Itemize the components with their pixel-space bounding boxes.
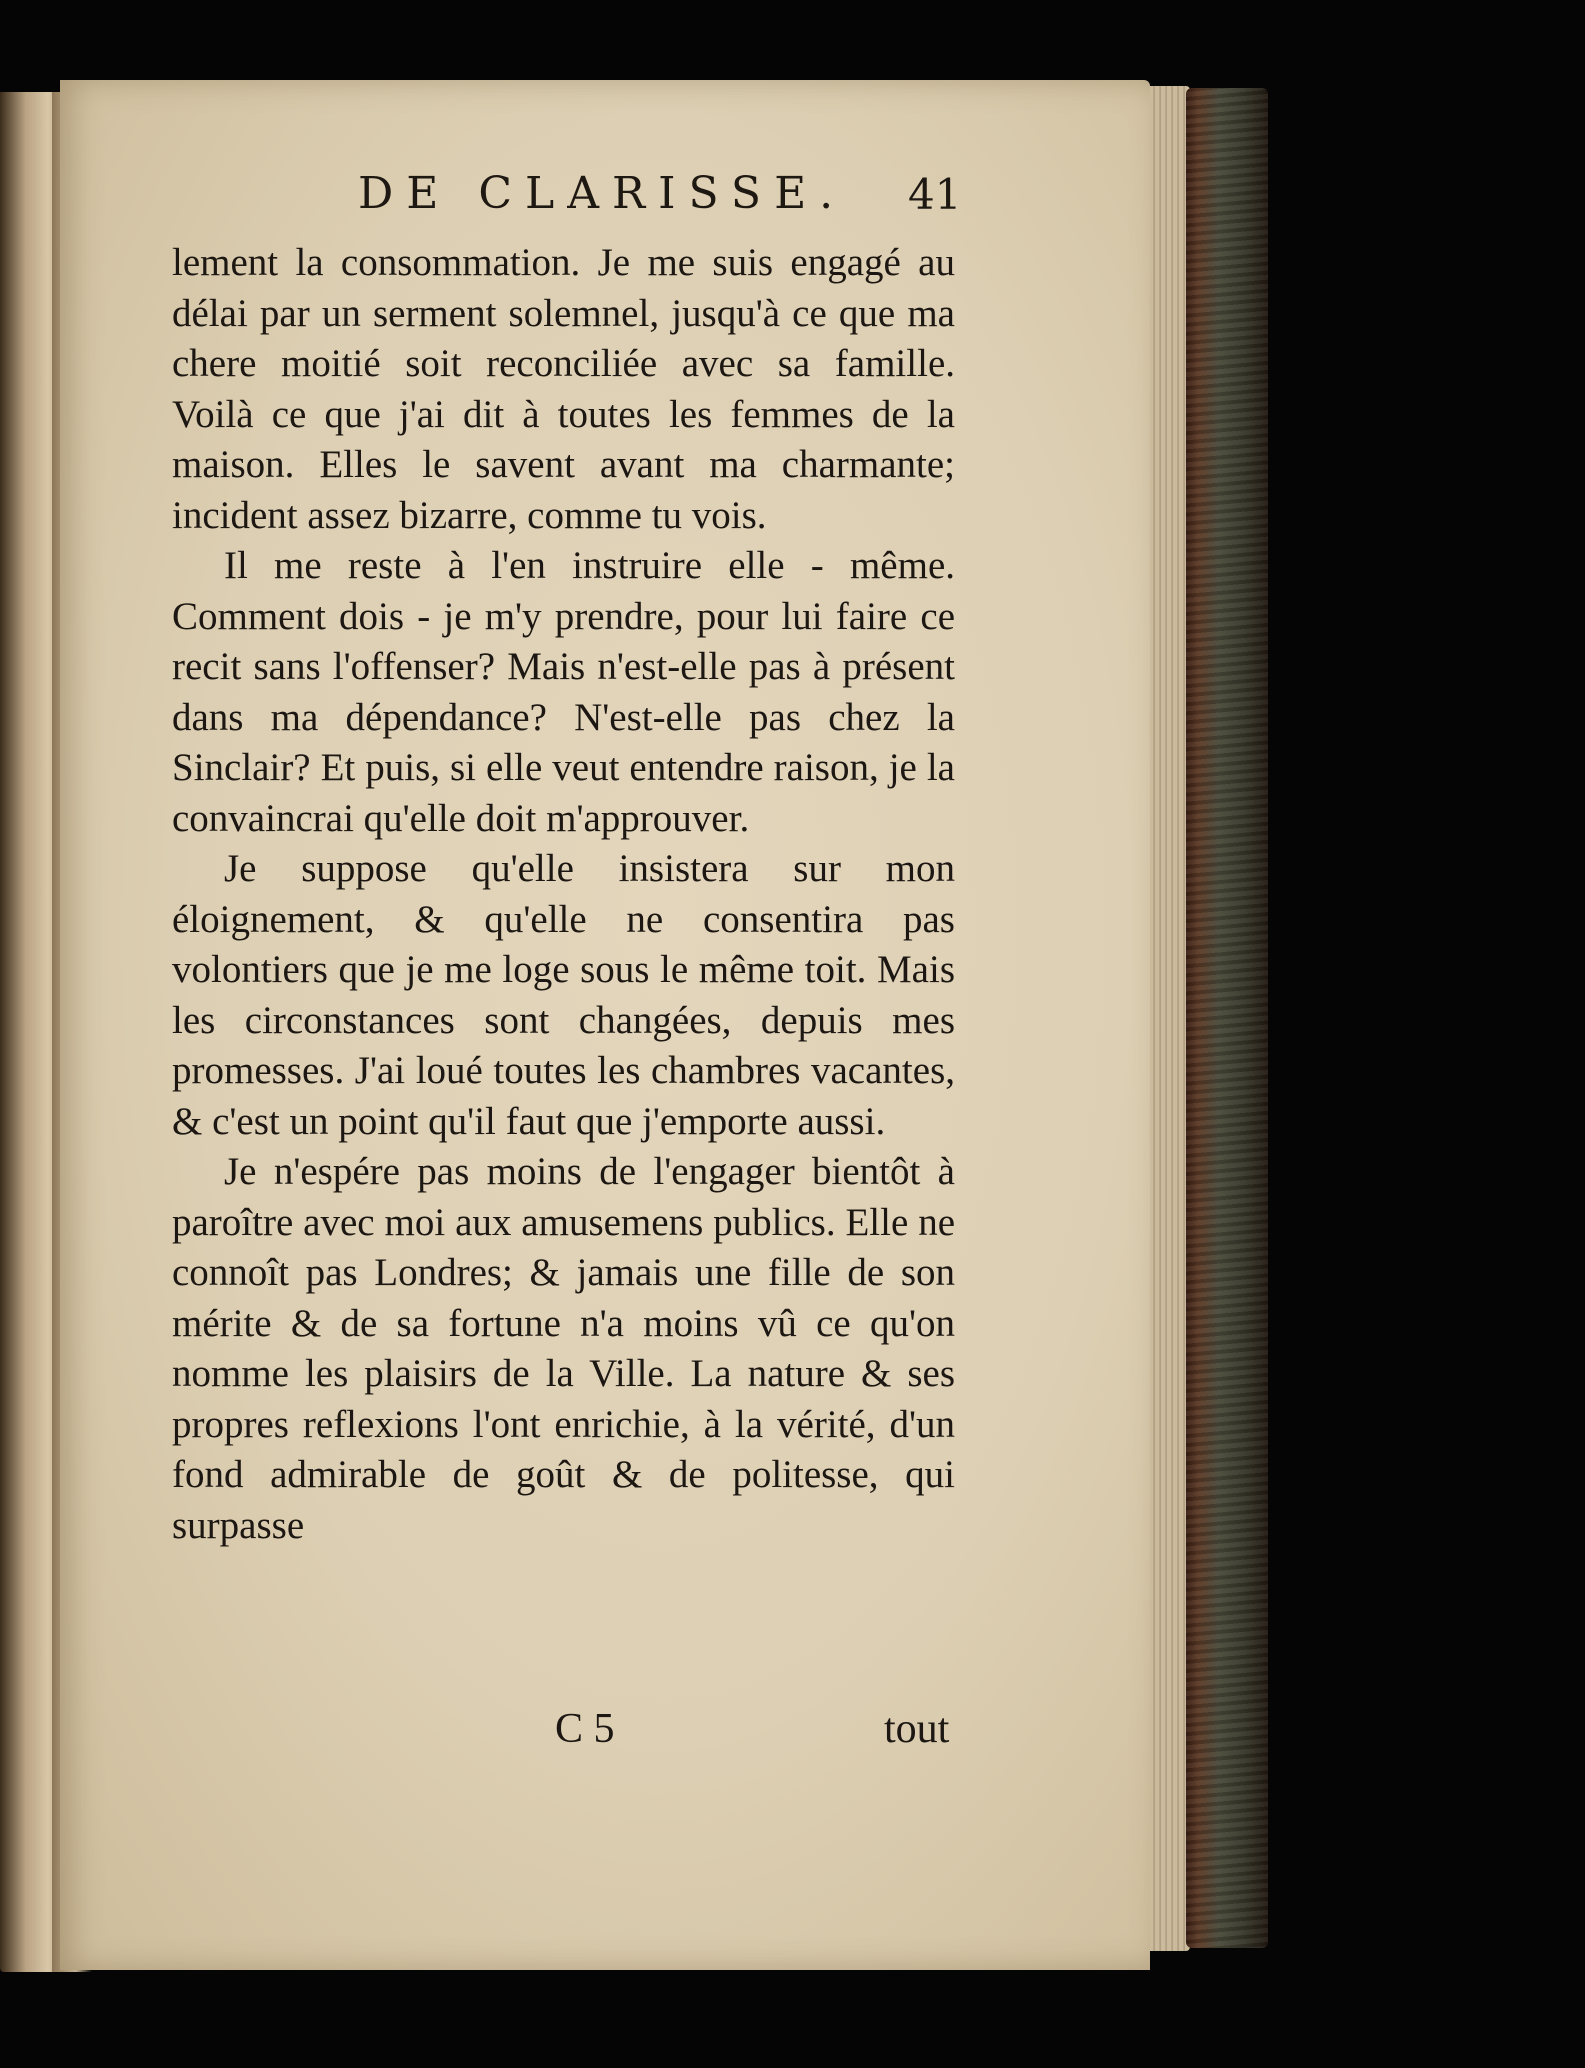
page-footer: [0, 1705, 1585, 1765]
paragraph: Je n'espére pas moins de l'engager bientôt à paroître avec moi aux amusemens publics. Elle ne connoît pas Londres; & jamais une fille de son mérite & de sa fortune n'a moins vû ce qu'on nomme les plaisirs de la Ville. La nature & ses propres reflexions l'ont enrichie, à la vérité, d'un fond admirable de goût & de politesse, qui surpasse: [172, 1150, 955, 1547]
page-edges: [1150, 86, 1190, 1951]
body-text: [172, 238, 955, 1551]
catchword: tout: [884, 1706, 950, 1752]
signature-mark: C 5: [555, 1706, 615, 1752]
paragraph: Je suppose qu'elle insistera sur mon éloignement, & qu'elle ne consentira pas volontiers que je me loge sous le même toit. Mais les circonstances sont changées, depuis mes promesses. J'ai loué toutes les chambres vacantes, & c'est un point qu'il faut que j'emporte aussi.: [172, 847, 955, 1143]
paragraph: Il me reste à l'en instruire elle - même. Comment dois - je m'y prendre, pour lui faire ce recit sans l'offenser? Mais n'est-elle pas à présent dans ma dépendance? N'est-elle pas chez la Sinclair? Et puis, si elle veut entendre raison, je la convaincrai qu'elle doit m'approuver.: [172, 544, 955, 840]
paragraph: lement la consommation. Je me suis engagé au délai par un serment solemnel, jusqu'à ce que ma chere moitié soit reconciliée avec sa famille. Voilà ce que j'ai dit à toutes les femmes de la maison. Elles le savent avant ma charmante; incident assez bizarre, comme tu vois.: [172, 241, 955, 537]
running-title: DE CLARISSE.: [358, 168, 847, 219]
page-number: 41: [908, 170, 962, 219]
book-spine: [1186, 88, 1268, 1948]
page-header: [0, 168, 1585, 228]
